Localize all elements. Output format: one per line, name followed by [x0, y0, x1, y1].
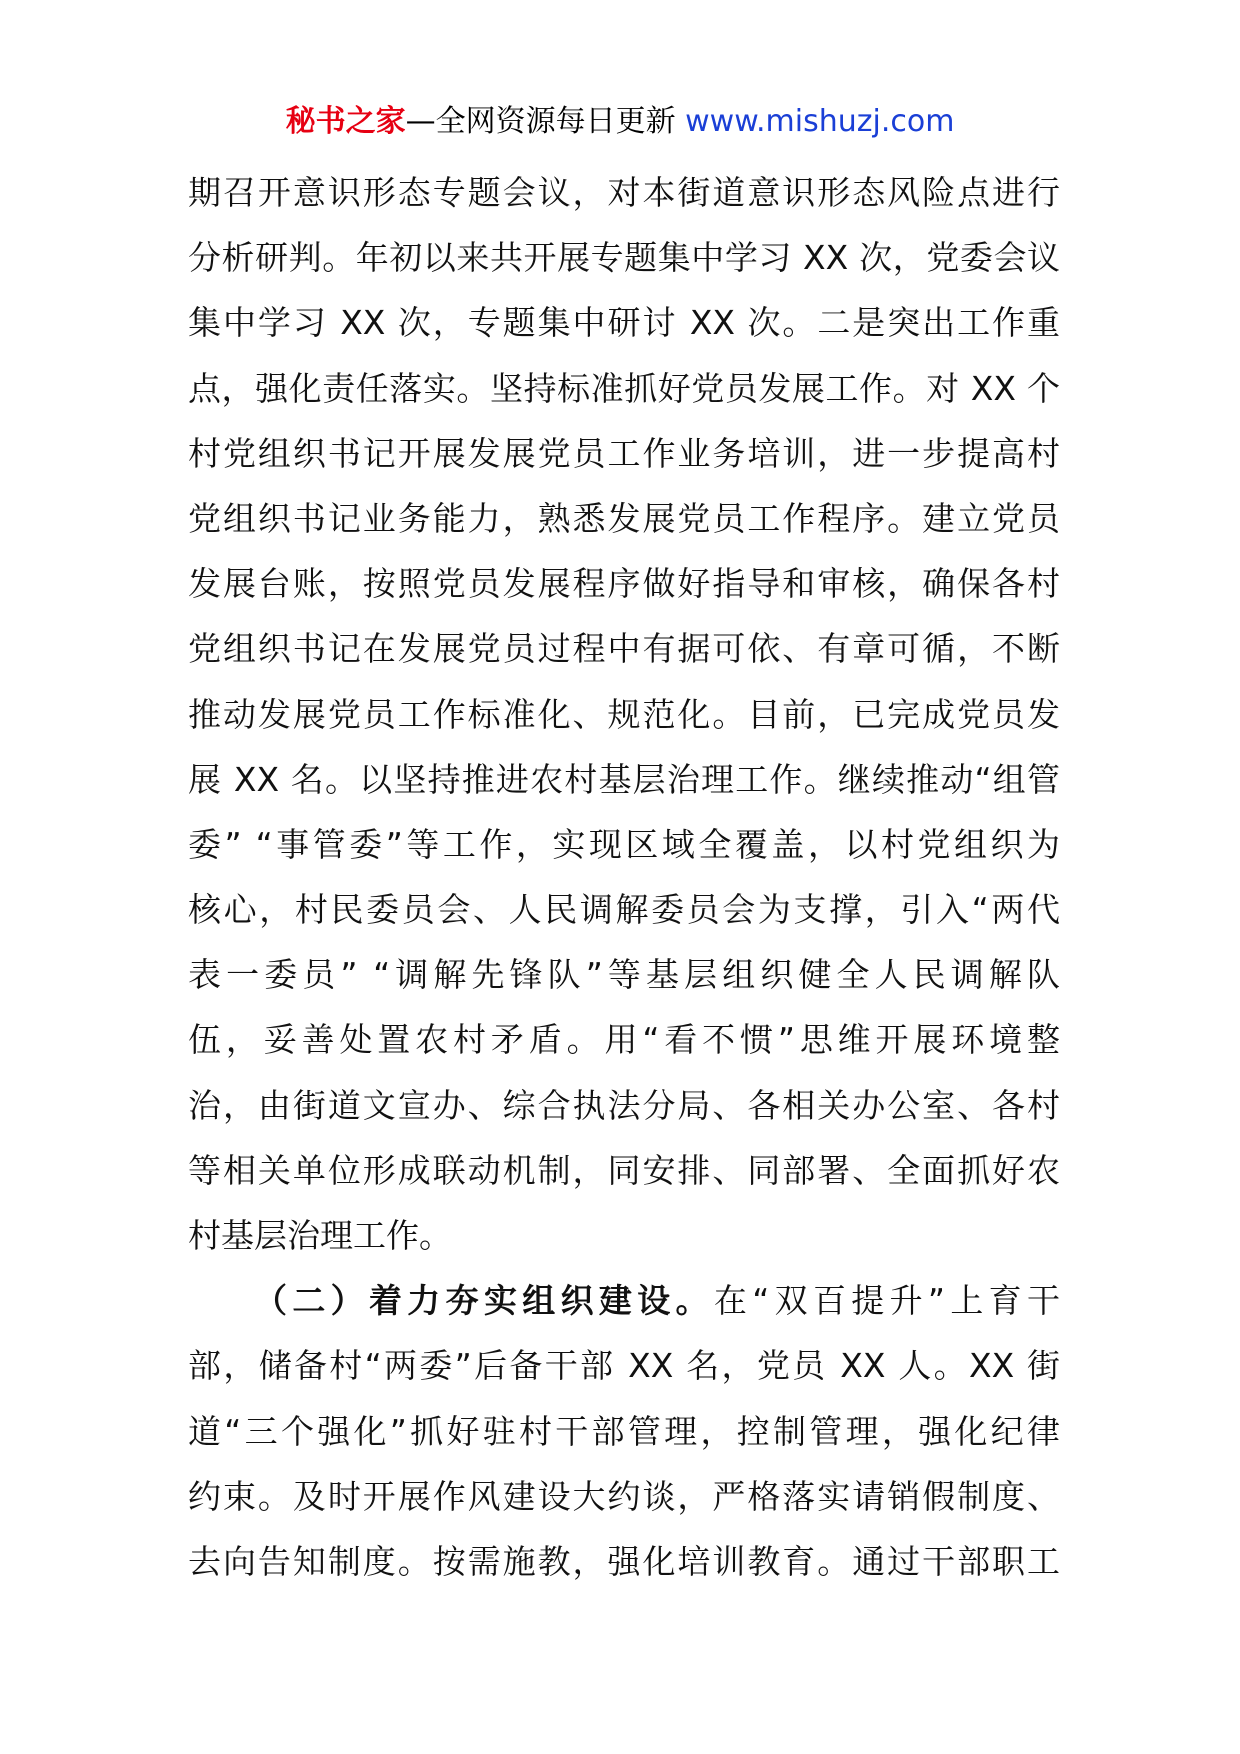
text-line: 村党组织书记开展发展党员工作业务培训，进一步提高村 — [188, 433, 1060, 473]
text-line: 集中学习 XX 次，专题集中研讨 XX 次。二是突出工作重 — [188, 303, 1060, 343]
paragraph-2 — [188, 1268, 1060, 1594]
text-line: 表一委员” “调解先锋队”等基层组织健全人民调解队 — [188, 955, 1060, 995]
text-line: 核心，村民委员会、人民调解委员会为支撑，引入“两代 — [188, 890, 1060, 930]
text-line: 部，储备村“两委”后备干部 XX 名，党员 XX 人。XX 街 — [188, 1346, 1060, 1386]
header-brand: 秘书之家 — [285, 104, 406, 139]
page-header — [0, 100, 1240, 144]
text-line: 期召开意识形态专题会议，对本街道意识形态风险点进行 — [188, 173, 1060, 212]
text-line: 约束。及时开展作风建设大约谈，严格落实请销假制度、 — [188, 1476, 1060, 1516]
text-fragment: 在“双百提升”上育干 — [713, 1281, 1060, 1321]
header-tagline: —全网资源每日更新 — [405, 104, 686, 139]
text-line: 分析研判。年初以来共开展专题集中学习 XX 次，党委会议 — [188, 238, 1060, 278]
text-line: 村基层治理工作。 — [188, 1216, 452, 1255]
text-line: 伍，妥善处置农村矛盾。用“看不惯”思维开展环境整 — [188, 1020, 1060, 1060]
paragraph-1 — [188, 160, 1060, 1268]
text-line: 推动发展党员工作标准化、规范化。目前，已完成党员发 — [188, 694, 1060, 734]
section-heading: （二）着力夯实组织建设。 — [254, 1281, 714, 1321]
text-line: 道“三个强化”抓好驻村干部管理，控制管理，强化纪律 — [188, 1411, 1060, 1451]
text-line: 展 XX 名。以坚持推进农村基层治理工作。继续推动“组管 — [188, 759, 1060, 799]
text-line: 党组织书记在发展党员过程中有据可依、有章可循，不断 — [188, 629, 1060, 669]
text-line: 委” “事管委”等工作，实现区域全覆盖，以村党组织为 — [188, 824, 1060, 864]
text-line: 等相关单位形成联动机制，同安排、同部署、全面抓好农 — [188, 1150, 1060, 1190]
text-line: 发展台账，按照党员发展程序做好指导和审核，确保各村 — [188, 564, 1060, 604]
section-heading-line — [188, 1268, 1060, 1333]
text-line: 去向告知制度。按需施教，强化培训教育。通过干部职工 — [188, 1541, 1060, 1581]
header-url-link[interactable]: www.mishuzj.com — [685, 104, 955, 139]
text-line: 点，强化责任落实。坚持标准抓好党员发展工作。对 XX 个 — [188, 368, 1060, 408]
text-line: 治，由街道文宣办、综合执法分局、各相关办公室、各村 — [188, 1085, 1060, 1125]
document-body — [188, 160, 1060, 1594]
text-line: 党组织书记业务能力，熟悉发展党员工作程序。建立党员 — [188, 498, 1060, 538]
